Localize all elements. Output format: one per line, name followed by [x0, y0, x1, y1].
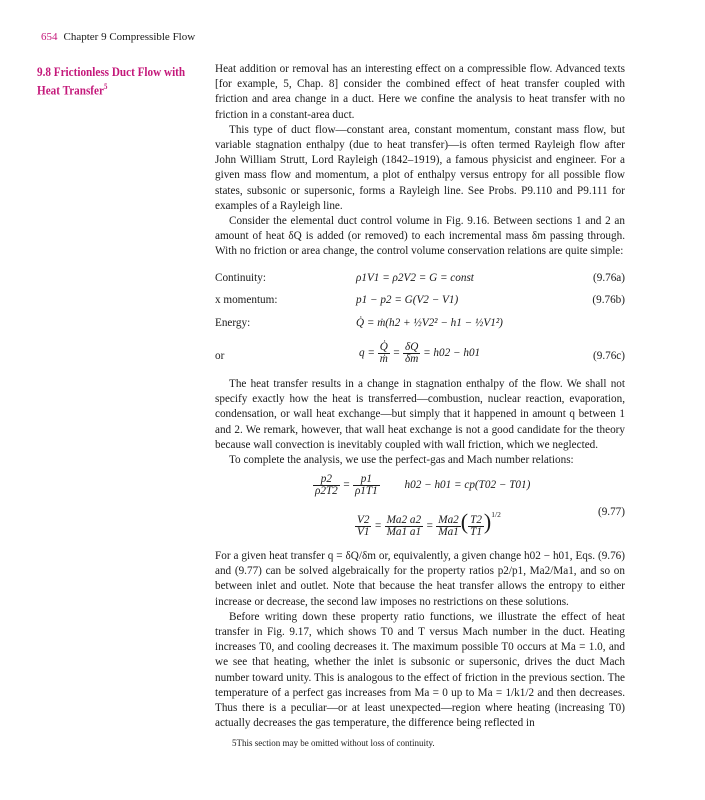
paragraph-1: Heat addition or removal has an interesting effect on a compressible flow. Advanced texts [for example, 5, Chap. 8] consider the combined effect of heat transfer coupled with friction and area change in a duct. Here we confine the analysis to heat transfer with no friction in a constant-area duct.	[215, 63, 625, 121]
body-column-top	[215, 62, 625, 260]
section-title-line1: 9.8 Frictionless Duct Flow with	[37, 64, 186, 79]
body-column-bottom	[215, 549, 625, 731]
body-column-middle	[215, 377, 625, 468]
equations-977	[215, 474, 625, 540]
eq-xmom-math: p1 − p2 = G(V2 − V1)	[356, 294, 459, 306]
page-number: 654	[41, 31, 58, 43]
paragraph-4: The heat transfer results in a change in stagnation enthalpy of the flow. We shall not specify exactly how the heat is transferred—combustion, nuclear reaction, evaporation, condensation, or wall heat exchange—but simply that it happened in amount q between 1 and 2. We remark, however, that wall heat exchange is not a good candidate for the theory because wall convection is inevitably coupled with wall friction, which we neglected.	[215, 378, 625, 451]
eq-energy-math: Q̇ = ṁ(h2 + ½V2² − h1 − ½V1²)	[356, 317, 503, 329]
paragraph-6: For a given heat transfer q = δQ/δm or, equivalently, a given change h02 − h01, Eqs. (9.76) and (9.77) can be solved algebraically for the property ratios p2/p1, Ma2/Ma1, and so on between inlet and outlet. Note that because the heat transfer allows the entropy to either increase or decrease, the second law imposes no restrictions on these solutions.	[215, 550, 625, 608]
paragraph-2: This type of duct flow—constant area, constant momentum, constant mass flow, but variable stagnation enthalpy (due to heat transfer)—is often termed Rayleigh flow after John William Strutt, Lord Rayleigh (1842–1919), a famous physicist and engineer. For a given mass flow and momentum, a plot of enthalpy versus entropy for all possible flow states, subsonic or supersonic, forms a Rayleigh line. See Probs. P9.110 and P9.111 for examples of a Rayleigh line.	[215, 123, 625, 212]
eq-977-number: (9.77)	[597, 506, 625, 518]
section-title-line2: Heat Transfer	[37, 82, 104, 98]
paragraph-3: Consider the elemental duct control volume in Fig. 9.16. Between sections 1 and 2 an amount of heat δQ is added (or removed) to each incremental mass δm passing through. With no friction or area change, the control volume conservation relations are quite simple:	[215, 215, 625, 258]
eq-mach-ratio: $\frac{V2}{V1}$ = $\frac{Ma2 a2}{Ma1 a1}$ = $\frac{Ma2}{Ma1}$ ( $\frac{T2}{T1}$ )$^{1/2}$	[357, 509, 501, 538]
paragraph-5: To complete the analysis, we use the perfect-gas and Mach number relations:	[229, 454, 574, 467]
eq-heat: or q = $\frac{Q̇}{\text{ṁ}}$ = $\frac{\delta Q}{\delta m}$ = h02 − h01 (9.76c)	[215, 341, 625, 365]
section-heading	[37, 64, 186, 98]
eq-continuity: Continuity: ρ1V1 = ρ2V2 = G = const (9.76a)	[215, 272, 625, 284]
running-header	[41, 31, 195, 43]
footnote: 5This section may be omitted without loss of continuity.	[232, 738, 435, 748]
chapter-title: Chapter 9 Compressible Flow	[63, 31, 196, 43]
eq-continuity-math: ρ1V1 = ρ2V2 = G = const	[356, 272, 474, 284]
eq-heat-math: q = $\frac{Q̇}{\text{ṁ}}$ = $\frac{\delta Q}{\delta m}$ = h02 − h01	[359, 341, 481, 365]
paragraph-7: Before writing down these property ratio functions, we illustrate the effect of heat transfer in Fig. 9.17, which shows T0 and T versus Mach number in the duct. Heating increases T0, and cooling decreases it. The maximum possible T0 occurs at Ma = 1.0, and we see that heating, whether the inlet is subsonic or supersonic, drives the duct Mach number toward unity. This is analogous to the effect of friction in the previous section. The temperature of a perfect gas increases from Ma = 0 up to Ma = 1/k1/2 and then decreases. Thus there is a peculiar—or at least unexpected—region where heating (increasing T0) actually decreases the gas temperature, the difference being reflected in	[215, 610, 625, 730]
eq-energy: Energy: Q̇ = ṁ(h2 + ½V2² − h1 − ½V1²)	[215, 317, 503, 329]
footnote-marker: 5	[103, 82, 108, 91]
eq-x-momentum: x momentum: p1 − p2 = G(V2 − V1) (9.76b)	[215, 294, 625, 306]
eq-perfect-gas: $\frac{p2}{\rho 2T2}$ = $\frac{p1}{\rho 1T1}$ h02 − h01 = cp(T02 − T01)	[315, 473, 531, 497]
